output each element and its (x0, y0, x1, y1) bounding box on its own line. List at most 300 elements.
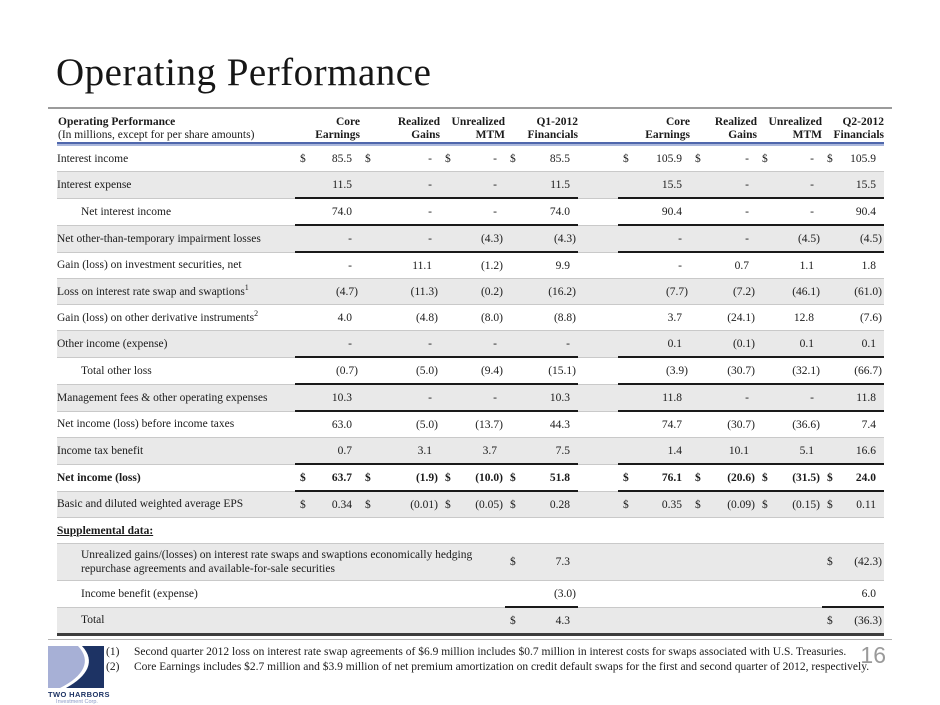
currency-symbol: $ (510, 498, 516, 511)
cell-value: 12.8 (793, 311, 814, 324)
table-cell (505, 198, 578, 225)
operating-performance-table (57, 116, 884, 636)
spacer-cell (618, 581, 822, 608)
cell-value: 85.5 (549, 152, 570, 165)
table-header (57, 116, 884, 146)
table-cell (757, 198, 822, 225)
currency-symbol: $ (623, 471, 629, 484)
table-cell (440, 438, 505, 465)
group-gap (578, 198, 618, 225)
table-cell (440, 384, 505, 411)
currency-symbol: $ (827, 614, 833, 627)
cell-value: (0.15) (792, 498, 820, 511)
table-cell (757, 279, 822, 305)
table-cell (822, 581, 884, 608)
currency-symbol: $ (510, 152, 516, 165)
table-cell (505, 146, 578, 172)
cell-value: (7.2) (732, 285, 755, 298)
cell-value: (4.3) (480, 232, 503, 245)
table-cell (440, 357, 505, 384)
col-header-q1-financials: Q1-2012 Financials (527, 116, 578, 141)
logo-name: TWO HARBORS (48, 690, 110, 699)
table-cell (295, 331, 360, 358)
cell-value: - (348, 232, 352, 245)
currency-symbol: $ (365, 152, 371, 165)
table-cell (618, 172, 690, 199)
cell-value: (1.9) (415, 471, 438, 484)
table-cell (440, 305, 505, 331)
table-cell (757, 252, 822, 279)
cell-value: - (348, 337, 352, 350)
table-cell (295, 225, 360, 252)
table-cell (618, 279, 690, 305)
table-cell (822, 438, 884, 465)
footnote-1-number: (1) (106, 646, 120, 658)
cell-value: (42.3) (854, 556, 882, 568)
table-body (57, 146, 884, 635)
table-row (57, 607, 884, 635)
table-cell (295, 357, 360, 384)
cell-value: - (810, 205, 814, 218)
group-gap (578, 172, 618, 199)
cell-value: 7.3 (555, 556, 570, 568)
table-cell (618, 252, 690, 279)
cell-value: 3.7 (482, 444, 497, 457)
cell-value: - (566, 337, 570, 350)
row-label: Management fees & other operating expenses (57, 384, 295, 411)
table-cell (690, 146, 757, 172)
logo-mark-icon (48, 646, 104, 688)
cell-value: 76.1 (661, 471, 682, 484)
table-cell (690, 357, 757, 384)
table-cell (822, 252, 884, 279)
cell-value: (10.0) (475, 471, 503, 484)
cell-value: 0.11 (856, 498, 876, 511)
table-cell (618, 357, 690, 384)
cell-value: - (428, 391, 432, 404)
table-cell (505, 172, 578, 199)
cell-value: (0.09) (727, 498, 755, 511)
table-row (57, 411, 884, 438)
currency-symbol: $ (365, 471, 371, 484)
table-row (57, 518, 884, 544)
cell-value: (4.7) (335, 285, 358, 298)
table-row (57, 491, 884, 518)
cell-value: (4.8) (415, 311, 438, 324)
cell-value: 10.3 (549, 391, 570, 404)
table-cell (360, 198, 440, 225)
row-label: Other income (expense) (57, 331, 295, 358)
table-cell (505, 357, 578, 384)
currency-symbol: $ (762, 498, 768, 511)
group-gap (578, 438, 618, 465)
col-header-q1-realized-gains: Realized Gains (397, 116, 440, 141)
table-cell (757, 464, 822, 491)
row-label: Total other loss (57, 357, 295, 384)
table-cell (295, 146, 360, 172)
cell-value: (9.4) (480, 364, 503, 377)
currency-symbol: $ (827, 498, 833, 511)
header-row (57, 116, 884, 142)
cell-value: (0.01) (410, 498, 438, 511)
table-cell (690, 252, 757, 279)
cell-value: 7.4 (861, 418, 876, 431)
table-cell (505, 331, 578, 358)
table-cell (690, 411, 757, 438)
row-label: Income tax benefit (57, 438, 295, 465)
table-cell (822, 544, 884, 581)
table-row (57, 464, 884, 491)
table-cell (295, 305, 360, 331)
footnote-reference: 2 (254, 308, 259, 318)
page-title: Operating Performance (56, 51, 432, 94)
cell-value: 15.5 (661, 178, 682, 191)
cell-value: - (493, 178, 497, 191)
currency-symbol: $ (300, 471, 306, 484)
cell-value: (8.0) (480, 311, 503, 324)
cell-value: (0.1) (732, 337, 755, 350)
group-gap (578, 305, 618, 331)
table-cell (822, 384, 884, 411)
group-gap (578, 357, 618, 384)
table-cell (295, 279, 360, 305)
col-header-q2-realized-gains: Realized Gains (714, 116, 757, 141)
table-cell (618, 198, 690, 225)
cell-value: (66.7) (854, 364, 882, 377)
table-cell (360, 279, 440, 305)
table-cell (757, 384, 822, 411)
cell-value: 11.1 (412, 259, 432, 272)
page-number: 16 (860, 642, 886, 668)
currency-symbol: $ (695, 471, 701, 484)
cell-value: 85.5 (331, 152, 352, 165)
footnote-2 (106, 660, 869, 675)
footnote-reference: 1 (244, 282, 249, 292)
table-cell (822, 305, 884, 331)
currency-symbol: $ (445, 152, 451, 165)
logo-subtitle: Investment Corp. (56, 699, 98, 705)
cell-value: - (428, 178, 432, 191)
cell-value: (13.7) (475, 418, 503, 431)
cell-value: 51.8 (549, 471, 570, 484)
table-cell (690, 438, 757, 465)
table-cell (757, 146, 822, 172)
group-gap (578, 146, 618, 172)
table-cell (295, 411, 360, 438)
cell-value: 10.3 (331, 391, 352, 404)
cell-value: 6.0 (861, 587, 876, 600)
row-label: Basic and diluted weighted average EPS (57, 491, 295, 518)
footnote-1-text: Second quarter 2012 loss on interest rate swap agreements of $6.9 million includes $0.7 million in interest costs for swaps associated with U.S. Treasuries. (134, 646, 847, 658)
cell-value: 11.8 (856, 391, 876, 404)
cell-value: (0.7) (335, 364, 358, 377)
title-divider (48, 107, 892, 109)
spacer-cell (618, 544, 822, 581)
cell-value: (46.1) (792, 285, 820, 298)
table-cell (822, 225, 884, 252)
table-cell (360, 464, 440, 491)
group-gap (578, 544, 618, 581)
group-gap (578, 491, 618, 518)
table-cell (757, 411, 822, 438)
cell-value: 11.5 (550, 178, 570, 191)
currency-symbol: $ (762, 471, 768, 484)
table-cell (440, 198, 505, 225)
currency-symbol: $ (510, 614, 516, 627)
table-cell (690, 172, 757, 199)
table-cell (505, 607, 578, 635)
currency-symbol: $ (510, 556, 516, 568)
cell-value: - (428, 205, 432, 218)
table-cell (757, 225, 822, 252)
table-cell (618, 438, 690, 465)
group-gap (578, 331, 618, 358)
cell-value: (0.2) (480, 285, 503, 298)
cell-value: (4.5) (859, 232, 882, 245)
cell-value: - (428, 232, 432, 245)
cell-value: (1.2) (480, 259, 503, 272)
cell-value: 90.4 (661, 205, 682, 218)
cell-value: - (678, 232, 682, 245)
table-cell (295, 438, 360, 465)
cell-value: - (348, 259, 352, 272)
col-header-q1-core-earnings: Core Earnings (315, 116, 360, 141)
table-row (57, 252, 884, 279)
cell-value: 0.1 (861, 337, 876, 350)
currency-symbol: $ (827, 471, 833, 484)
footnote-2-number: (2) (106, 661, 120, 673)
table-cell (822, 464, 884, 491)
currency-symbol: $ (445, 471, 451, 484)
row-label: Supplemental data: (57, 518, 505, 544)
table-cell (690, 464, 757, 491)
cell-value: (20.6) (727, 471, 755, 484)
footer-divider (48, 639, 892, 640)
cell-value: 44.3 (549, 418, 570, 431)
cell-value: 0.35 (661, 498, 682, 511)
currency-symbol: $ (365, 498, 371, 511)
header-gap (578, 116, 618, 142)
group-gap (578, 518, 618, 544)
currency-symbol: $ (300, 152, 306, 165)
table-cell (822, 331, 884, 358)
col-header-q2-core-earnings: Core Earnings (645, 116, 690, 141)
cell-value: (7.7) (665, 285, 688, 298)
cell-value: 10.1 (728, 444, 749, 457)
cell-value: - (745, 205, 749, 218)
table-cell (360, 331, 440, 358)
cell-value: (24.1) (727, 311, 755, 324)
table-cell (505, 438, 578, 465)
cell-value: (0.05) (475, 498, 503, 511)
cell-value: (36.3) (854, 614, 882, 627)
table-cell (360, 357, 440, 384)
cell-value: 63.7 (331, 471, 352, 484)
table-cell (360, 172, 440, 199)
table-row (57, 357, 884, 384)
table-cell (360, 305, 440, 331)
currency-symbol: $ (762, 152, 768, 165)
currency-symbol: $ (510, 471, 516, 484)
row-label: Gain (loss) on investment securities, net (57, 252, 295, 279)
currency-symbol: $ (827, 152, 833, 165)
cell-value: 0.28 (549, 498, 570, 511)
cell-value: 90.4 (855, 205, 876, 218)
cell-value: (5.0) (415, 364, 438, 377)
row-label: Unrealized gains/(losses) on interest rate swaps and swaptions economically hedging repurchase agreements and available-for-sale securities (57, 544, 505, 581)
cell-value: - (493, 391, 497, 404)
table-cell (690, 491, 757, 518)
cell-value: - (678, 259, 682, 272)
table-cell (505, 518, 578, 544)
table-cell (822, 411, 884, 438)
cell-value: 0.7 (337, 444, 352, 457)
cell-value: 15.5 (855, 178, 876, 191)
table-cell (440, 172, 505, 199)
table-row (57, 544, 884, 581)
table-row (57, 172, 884, 199)
table-cell (505, 252, 578, 279)
table-cell (757, 305, 822, 331)
cell-value: - (428, 337, 432, 350)
currency-symbol: $ (695, 152, 701, 165)
table-cell (618, 331, 690, 358)
cell-value: 0.1 (799, 337, 814, 350)
cell-value: (16.2) (548, 285, 576, 298)
currency-symbol: $ (445, 498, 451, 511)
table-cell (690, 305, 757, 331)
cell-value: - (493, 152, 497, 165)
cell-value: 4.3 (555, 614, 570, 627)
cell-value: 11.5 (332, 178, 352, 191)
row-label: Interest income (57, 152, 129, 165)
cell-value: - (745, 391, 749, 404)
table-cell (295, 464, 360, 491)
cell-value: 5.1 (799, 444, 814, 457)
table-cell (822, 357, 884, 384)
group-gap (578, 607, 618, 635)
table-cell (440, 252, 505, 279)
table-cell (822, 518, 884, 544)
table-cell (505, 305, 578, 331)
table-row (57, 581, 884, 608)
spacer-cell (618, 607, 822, 635)
group-gap (578, 225, 618, 252)
table-row (57, 438, 884, 465)
table-cell (295, 252, 360, 279)
row-label: Loss on interest rate swap and swaptions$^1$ (57, 279, 295, 305)
cell-value: 16.6 (855, 444, 876, 457)
cell-value: - (428, 152, 432, 165)
cell-value: (7.6) (859, 311, 882, 324)
table-cell (505, 411, 578, 438)
cell-value: (61.0) (854, 285, 882, 298)
group-gap (578, 384, 618, 411)
cell-value: - (810, 391, 814, 404)
group-gap (578, 581, 618, 608)
cell-value: (30.7) (727, 418, 755, 431)
table-cell (295, 172, 360, 199)
cell-value: 9.9 (555, 259, 570, 272)
table-row (57, 198, 884, 225)
table-cell (618, 146, 690, 172)
table-row (57, 225, 884, 252)
cell-value: 105.9 (656, 152, 682, 165)
table-cell (505, 544, 578, 581)
table-cell (360, 384, 440, 411)
table-cell (440, 331, 505, 358)
cell-value: (31.5) (792, 471, 820, 484)
cell-value: 11.8 (662, 391, 682, 404)
cell-value: 74.7 (661, 418, 682, 431)
cell-value: 1.1 (799, 259, 814, 272)
row-label: Net income (loss) (57, 464, 295, 491)
table-subtitle: (In millions, except for per share amounts) (58, 129, 255, 141)
table-cell (690, 225, 757, 252)
table-cell (822, 607, 884, 635)
row-label: Income benefit (expense) (57, 581, 505, 608)
table-cell (822, 198, 884, 225)
cell-value: - (810, 178, 814, 191)
table-cell (618, 305, 690, 331)
footnote-1 (106, 645, 869, 660)
table-cell (440, 279, 505, 305)
cell-value: 0.1 (667, 337, 682, 350)
cell-value: (8.8) (553, 311, 576, 324)
col-header-q2-unrealized-mtm: Unrealized MTM (768, 116, 822, 141)
cell-value: (3.9) (665, 364, 688, 377)
currency-symbol: $ (827, 556, 833, 568)
table-cell (505, 491, 578, 518)
currency-symbol: $ (695, 498, 701, 511)
table-row (57, 305, 884, 331)
table-cell (360, 146, 440, 172)
table-cell (822, 279, 884, 305)
row-label: Net other-than-temporary impairment losses (57, 225, 295, 252)
cell-value: - (493, 337, 497, 350)
table-cell (360, 411, 440, 438)
cell-value: (15.1) (548, 364, 576, 377)
table-cell (757, 172, 822, 199)
currency-symbol: $ (300, 498, 306, 511)
table-cell (440, 491, 505, 518)
cell-value: 63.0 (331, 418, 352, 431)
table-cell (757, 331, 822, 358)
table-cell (360, 252, 440, 279)
table-cell (618, 464, 690, 491)
row-label: Net interest income (57, 198, 295, 225)
table-cell (690, 384, 757, 411)
table-cell (618, 384, 690, 411)
group-gap (578, 464, 618, 491)
cell-value: - (745, 178, 749, 191)
row-label: Gain (loss) on other derivative instruments$^2$ (57, 305, 295, 331)
cell-value: (4.3) (553, 232, 576, 245)
table-cell (618, 411, 690, 438)
table-cell (295, 491, 360, 518)
cell-value: 1.8 (861, 259, 876, 272)
cell-value: (32.1) (792, 364, 820, 377)
table-cell (690, 331, 757, 358)
table-cell (822, 146, 884, 172)
table-row (57, 146, 884, 172)
cell-value: (36.6) (792, 418, 820, 431)
cell-value: (30.7) (727, 364, 755, 377)
cell-value: (5.0) (415, 418, 438, 431)
currency-symbol: $ (623, 498, 629, 511)
cell-value: 3.7 (667, 311, 682, 324)
cell-value: (4.5) (797, 232, 820, 245)
